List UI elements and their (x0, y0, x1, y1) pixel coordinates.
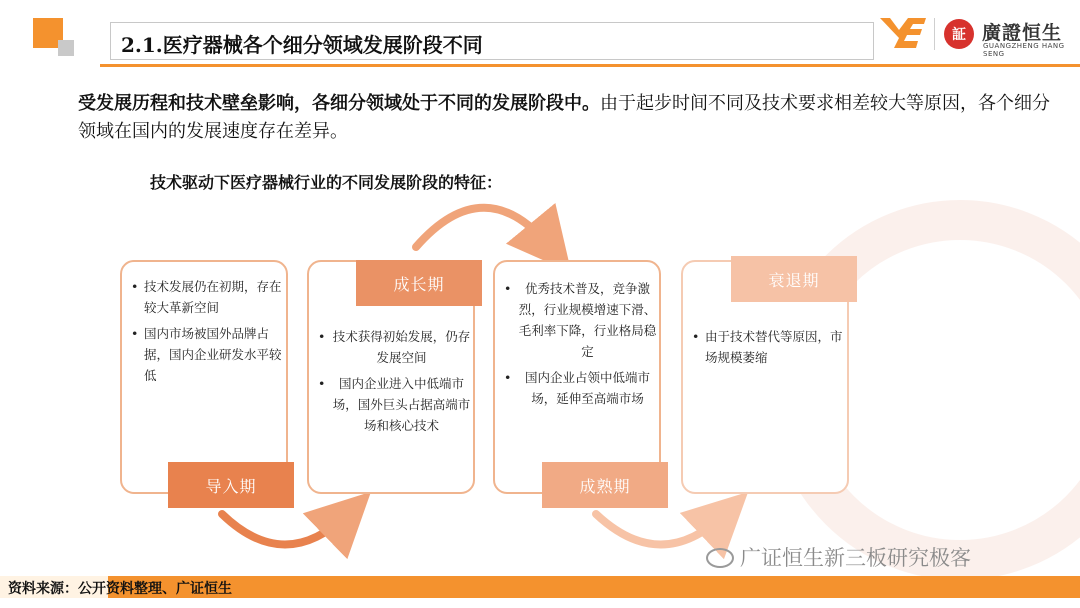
stage-label-decline: 衰退期 (731, 256, 857, 302)
wechat-account-name: 广证恒生新三板研究极客 (740, 546, 971, 570)
brand-name-en: GUANGZHENG HANG SENG (983, 42, 1065, 58)
stage-intro-bullet-2: • 国内市场被国外品牌占据，国内企业研发水平较低 (130, 323, 282, 386)
header-divider (100, 64, 1080, 67)
stage-card-mature (493, 260, 661, 494)
brand-ye-logo-icon (880, 16, 928, 50)
intro-rest: 由于起步时间不同及技术要求相差较大等原因，各个细分领域在国内的发展速度存在差异。 (78, 93, 1050, 142)
wechat-icon (706, 548, 734, 568)
stage-mature-bullet-2: • 国内企业占领中低端市场，延伸至高端市场 (503, 367, 658, 409)
stage-label-growth: 成长期 (356, 260, 482, 306)
stage-label-intro: 导入期 (168, 462, 294, 508)
footer-source: 资料来源：公开资料整理、广证恒生 (8, 581, 232, 597)
brand-name: 廣證恒生 (982, 22, 1063, 44)
intro-paragraph (78, 90, 1058, 146)
intro-bold: 受发展历程和技术壁垒影响，各细分领域处于不同的发展阶段中。 (78, 93, 600, 114)
page-title: 2.1.医疗器械各个细分领域发展阶段不同 (110, 22, 874, 60)
wechat-watermark (706, 542, 971, 572)
stage-growth-bullet-1: • 技术获得初始发展，仍存发展空间 (317, 326, 472, 368)
logo-square-grey (58, 40, 74, 56)
stage-mature-bullets (503, 278, 658, 414)
brand-seal-icon: 証 (944, 19, 974, 49)
stage-intro-bullets (130, 276, 282, 391)
stage-mature-bullet-1: • 优秀技术普及，竞争激烈，行业规模增速下滑、毛利率下降，行业格局稳定 (503, 278, 658, 362)
stage-label-mature: 成熟期 (542, 462, 668, 508)
arrow-mature-to-decline (596, 514, 725, 545)
stage-growth-bullets (317, 326, 472, 441)
stage-decline-bullet-1: • 由于技术替代等原因，市场规模萎缩 (691, 326, 846, 368)
arrow-intro-to-growth (222, 514, 348, 545)
stage-decline-bullets (691, 326, 846, 373)
arrow-growth-to-mature (416, 208, 551, 248)
stage-card-intro (120, 260, 288, 494)
brand-divider (934, 18, 935, 50)
diagram-subtitle: 技术驱动下医疗器械行业的不同发展阶段的特征： (150, 173, 503, 192)
stage-growth-bullet-2: • 国内企业进入中低端市场，国外巨头占据高端市场和核心技术 (317, 373, 472, 436)
stage-intro-bullet-1: • 技术发展仍在初期，存在较大革新空间 (130, 276, 282, 318)
